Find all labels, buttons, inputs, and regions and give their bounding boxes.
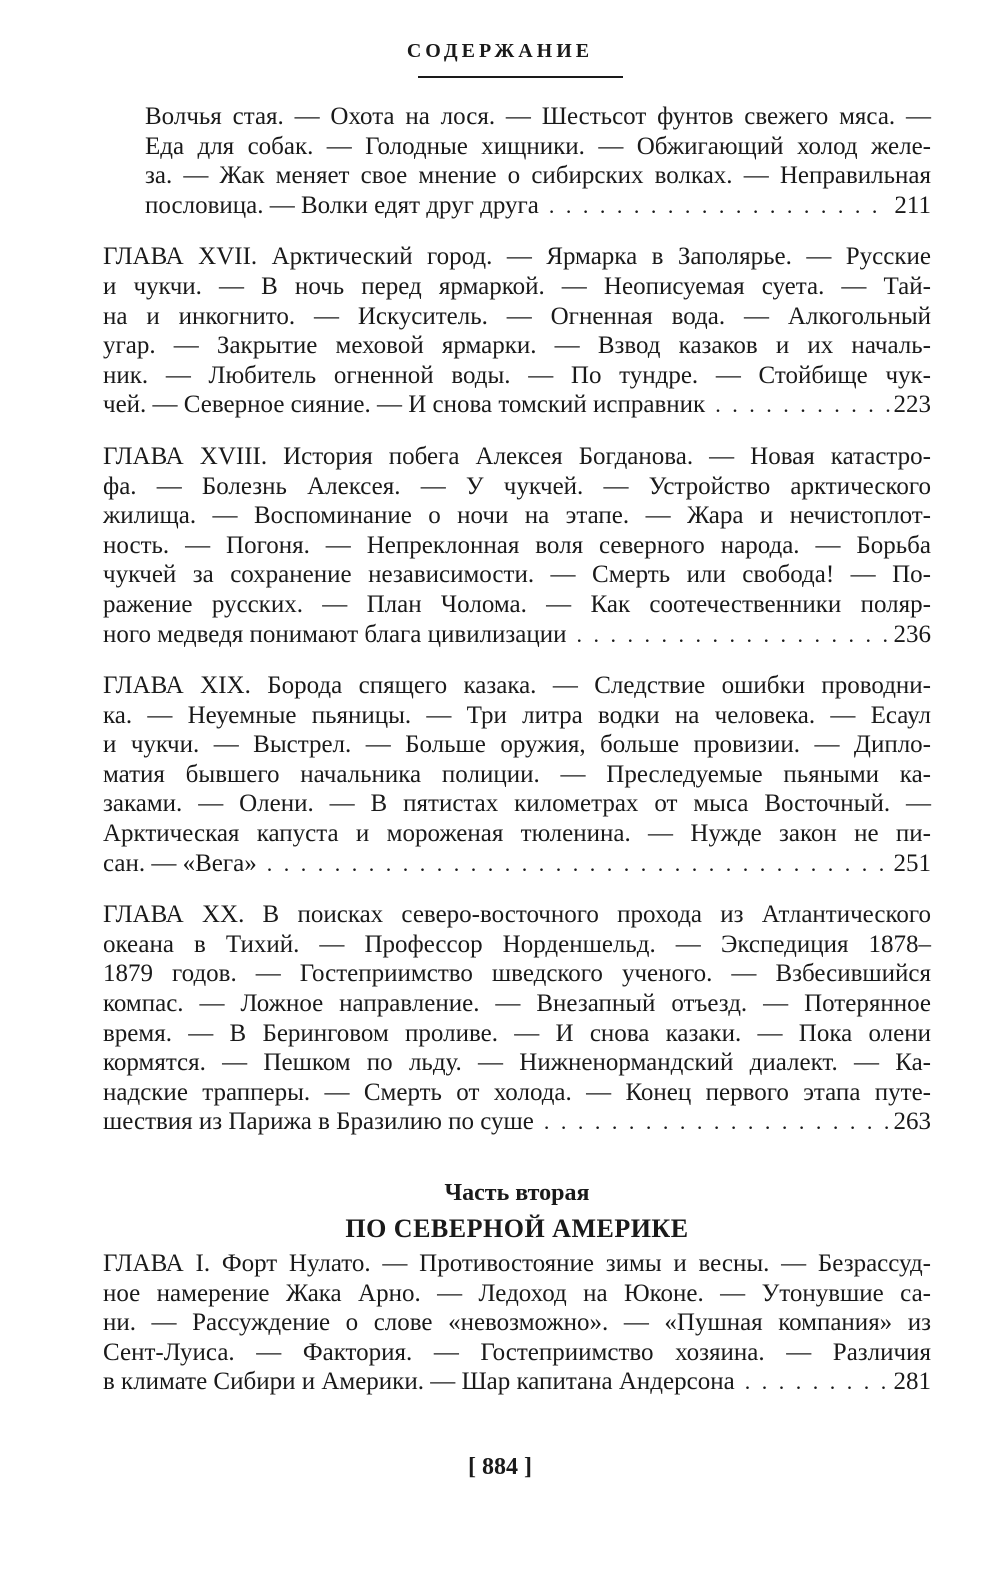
part-label: Часть вторая (444, 1180, 590, 1206)
toc-entry-line: ка. — Неуемные пьяницы. — Три литра водки на человека. — Есаул (103, 701, 931, 729)
toc-entry (103, 1249, 931, 1397)
toc-entry-line: и чукчи. — Выстрел. — Больше оружия, больше провизии. — Дипло- (103, 731, 931, 759)
toc-entry-line: компас. — Ложное направление. — Внезапный отъезд. — Потерянное (103, 990, 931, 1018)
toc-entry-last-text: шествия из Парижа в Бразилию по суше (103, 1108, 534, 1136)
toc-entry-last-text: сан. — «Вега» (103, 849, 257, 877)
part-title: ПО СЕВЕРНОЙ АМЕРИКЕ (345, 1214, 689, 1243)
toc-entry-line: Арктическая капуста и мороженая тюленина. — Нужде закон не пи- (103, 820, 931, 848)
toc-entry-line: Еда для собак. — Голодные хищники. — Обжигающий холод желе- (145, 132, 931, 160)
toc-entry-line: угар. — Закрытие меховой ярмарки. — Взвод казаков и их началь- (103, 332, 931, 360)
toc-entry-last-line (103, 620, 931, 650)
toc-entry (103, 900, 931, 1137)
toc-page-number: 251 (893, 849, 931, 877)
toc-entry-line: матия бывшего начальника полиции. — Преследуемые пьяными ка- (103, 760, 931, 788)
toc-entry-line: океана в Тихий. — Профессор Норденшельд. — Экспедиция 1878– (103, 930, 931, 958)
leader-dots (577, 620, 890, 650)
toc-entry (103, 442, 931, 649)
toc-entry-last-line (103, 191, 931, 221)
leader-dots (267, 849, 890, 879)
toc-entry-line: ГЛАВА I. Форт Нулато. — Противостояние зимы и весны. — Безрассуд- (103, 1250, 931, 1277)
toc-entry-last-text: пословица. — Волки едят друг друга (145, 191, 539, 219)
toc-page-number: 263 (893, 1108, 931, 1136)
toc-entry-last-text: ного медведя понимают блага цивилизации (103, 620, 567, 648)
toc-entry-line: ник. — Любитель огненной воды. — По тундре. — Стойбище чук- (103, 361, 931, 389)
leader-dots (715, 390, 889, 420)
toc-entry-line: ность. — Погоня. — Непреклонная воля северного народа. — Борьба (103, 531, 931, 559)
toc-entry-line: и чукчи. — В ночь перед ярмаркой. — Неописуемая суета. — Тай- (103, 272, 931, 300)
toc-entry-line: ни. — Рассуждение о слове «невозможно». — «Пушная компания» из (103, 1309, 931, 1337)
running-title-rule (418, 76, 623, 78)
toc-entry-last-line (103, 1107, 931, 1137)
part-heading (103, 1177, 931, 1249)
page-number: [ 884 ] (468, 1454, 532, 1480)
toc-page-number: 223 (893, 391, 931, 419)
toc-entry-last-line (103, 1367, 931, 1397)
toc-entry-line: Волчья стая. — Охота на лося. — Шестьсот фунтов свежего мяса. — (145, 103, 931, 130)
toc-entry-line: ражение русских. — План Чолома. — Как соотечественники поляр- (103, 590, 931, 618)
toc-entry-line: заками. — Олени. — В пятистах километрах от мыса Восточный. — (103, 790, 931, 818)
toc-entry-last-line (103, 849, 931, 879)
toc-entry (103, 102, 931, 220)
toc-entry-last-text: чей. — Северное сияние. — И снова томский исправник (103, 391, 706, 419)
toc-entry-line: ГЛАВА XIX. Борода спящего казака. — Следствие ошибки проводни- (103, 672, 931, 700)
toc-entry-line: фа. — Болезнь Алексея. — У чукчей. — Устройство арктического (103, 472, 931, 500)
toc-page-number: 211 (894, 191, 931, 219)
toc-entry-last-text: в климате Сибири и Америки. — Шар капитана Андерсона (103, 1368, 735, 1396)
toc-entry-line: на и инкогнито. — Искуситель. — Огненная вода. — Алкогольный (103, 302, 931, 330)
toc-entry-last-line (103, 390, 931, 420)
toc-entry-line: ГЛАВА XX. В поисках северо-восточного прохода из Атлантического (103, 901, 931, 929)
toc-entry-line: надские трапперы. — Смерть от холода. — Конец первого этапа путе- (103, 1078, 931, 1106)
leader-dots (549, 191, 891, 221)
leader-dots (544, 1107, 890, 1137)
toc-entry-line: ГЛАВА XVIII. История побега Алексея Богданова. — Новая катастро- (103, 442, 931, 470)
toc-page-number: 281 (893, 1368, 931, 1396)
toc-entry-line: кормятся. — Пешком по льду. — Нижненормандский диалект. — Ка- (103, 1049, 931, 1077)
part-one-entries (103, 102, 931, 1137)
toc-entry-line: Сент-Луиса. — Фактория. — Гостеприимство хозяина. — Различия (103, 1338, 931, 1366)
toc-entry-line: ное намерение Жака Арно. — Ледоход на Юконе. — Утонувшие са- (103, 1279, 931, 1307)
toc-page-number: 236 (893, 620, 931, 648)
toc-entry-line: за. — Жак меняет свое мнение о сибирских волках. — Неправильная (145, 162, 931, 190)
toc-entry-line: жилища. — Воспоминание о ночи на этапе. — Жара и нечистоплот- (103, 502, 931, 530)
part-two-entries (103, 1249, 931, 1397)
leader-dots (745, 1367, 890, 1397)
toc-entry-line: ГЛАВА XVII. Арктический город. — Ярмарка в Заполярье. — Русские (103, 243, 931, 271)
toc-entry-line: чукчей за сохранение независимости. — Смерть или свобода! — По- (103, 561, 931, 589)
toc-entry (103, 671, 931, 878)
toc-entry (103, 242, 931, 420)
toc-entry-line: 1879 годов. — Гостеприимство шведского ученого. — Взбесившийся (103, 960, 931, 988)
running-title: СОДЕРЖАНИЕ (406, 40, 594, 62)
table-of-contents (103, 102, 931, 1397)
toc-entry-line: время. — В Беринговом проливе. — И снова казаки. — Пока олени (103, 1019, 931, 1047)
